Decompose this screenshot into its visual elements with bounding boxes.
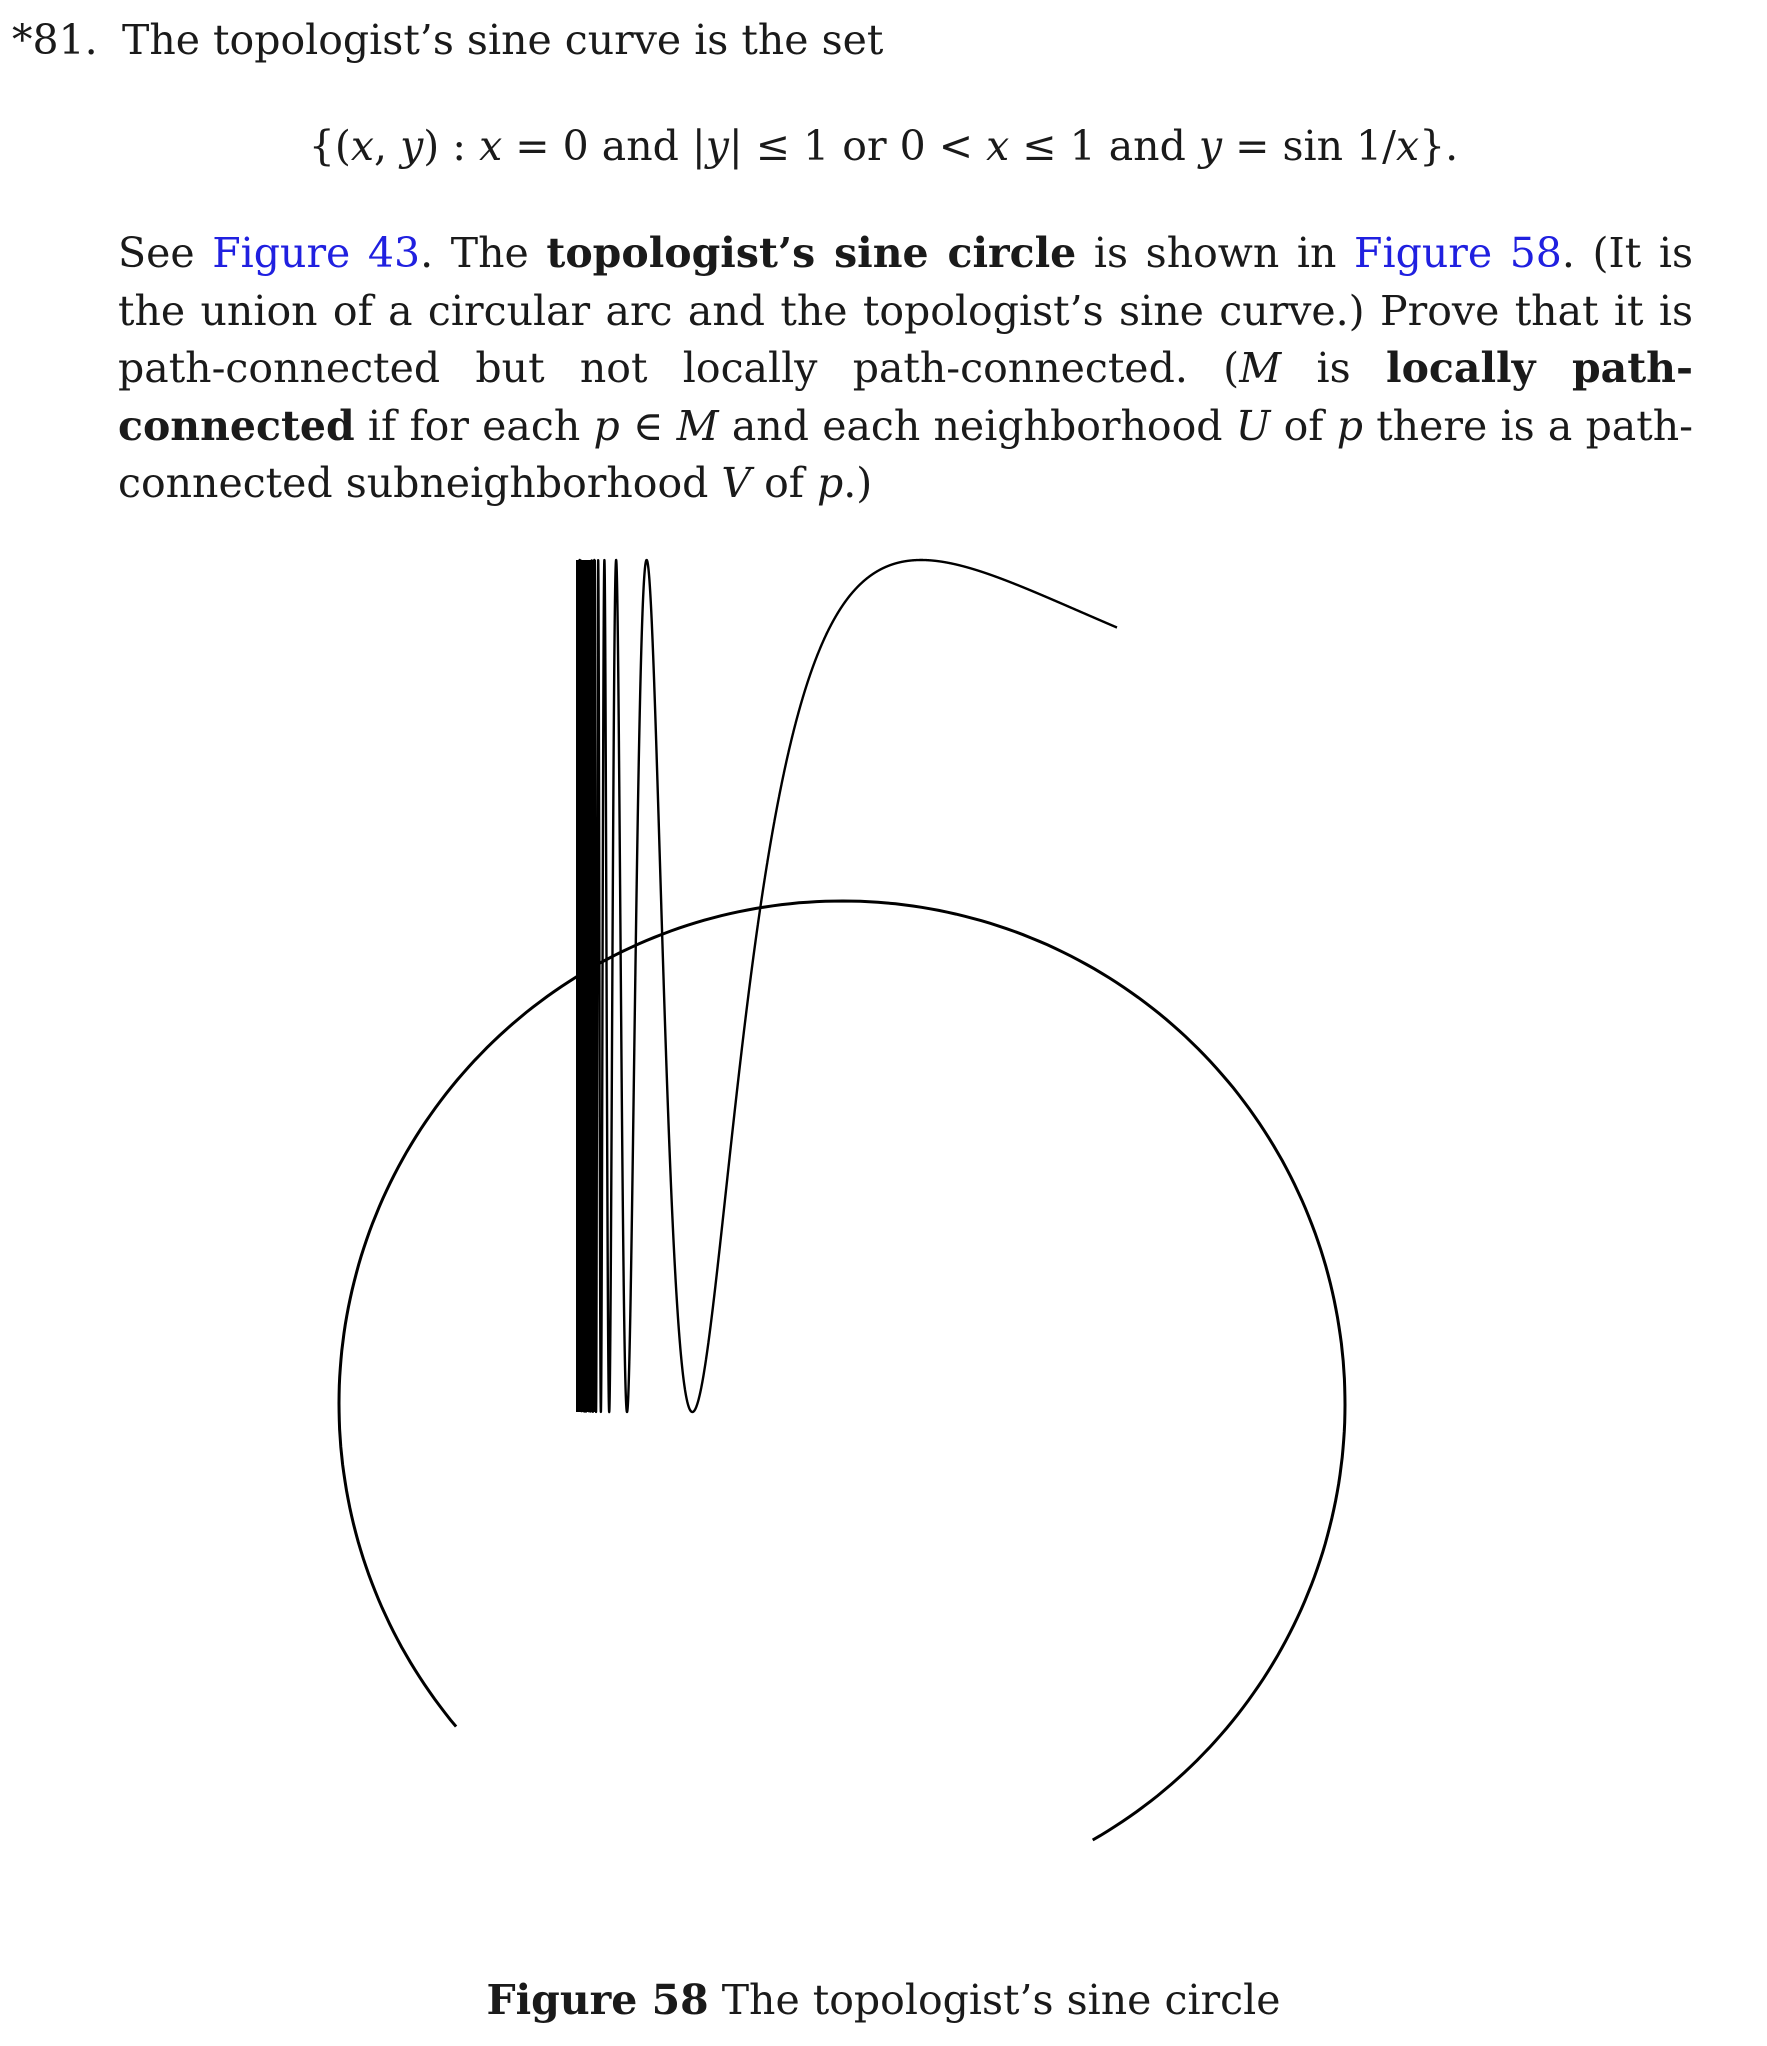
figure-58-link[interactable]: Figure 58 (1354, 229, 1562, 277)
circular-arc (339, 901, 1345, 1840)
figure-caption (0, 1972, 1767, 2028)
figure-43-link[interactable]: Figure 43 (212, 229, 421, 277)
problem-heading (12, 12, 883, 68)
sine-curve (579, 560, 1117, 1412)
limit-segment (576, 560, 596, 1412)
problem-body: See Figure 43. The topologist’s sine circle is shown in Figure 58. (It is the union of a circular arc and the topologist’s sine curve.) Prove that it is path-connected but not locally path-connected. (M is locally path-connected if for each p ∈ M and each neighborhood U of p there is a path-connected subneighborhood V of p.) (118, 229, 1694, 507)
problem-number: *81. (12, 16, 98, 64)
caption-text: The topologist’s sine circle (708, 1976, 1281, 2024)
caption-label: Figure 58 (486, 1976, 709, 2024)
set-definition-formula: {(x, y) : x = 0 and |y| ≤ 1 or 0 < x ≤ 1 and y = sin 1/x}. (308, 122, 1459, 170)
term-sine-circle: topologist’s sine circle (546, 229, 1077, 277)
problem-intro: The topologist’s sine curve is the set (122, 16, 884, 64)
sine-circle-figure (0, 540, 1767, 1960)
term-locally-path-connected: locally path-connected (118, 344, 1694, 450)
